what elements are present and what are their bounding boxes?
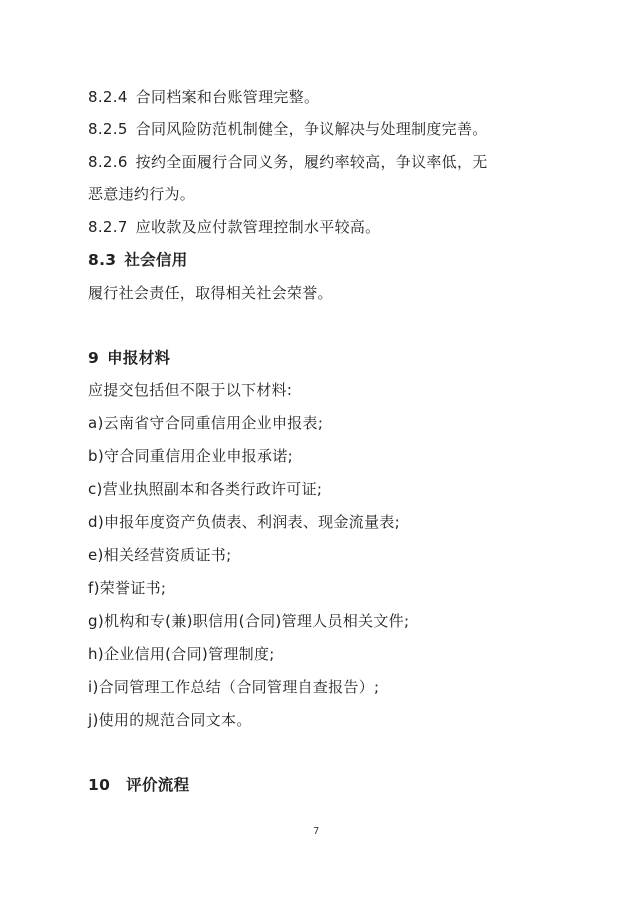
clause-text: 按约全面履行合同义务，履约率较高，争议率低，无: [135, 153, 488, 171]
clause-8-2-4: [88, 87, 319, 107]
heading-title: 社会信用: [124, 251, 188, 269]
heading-9: [88, 348, 170, 368]
clause-text: 合同档案和台账管理完整。: [135, 88, 320, 106]
list-item-a: a)云南省守合同重信用企业申报表;: [88, 414, 324, 432]
clause-text: 应收款及应付款管理控制水平较高。: [135, 218, 381, 236]
body-text: 应提交包括但不限于以下材料:: [88, 381, 293, 399]
list-item-c: c)营业执照副本和各类行政许可证;: [88, 480, 323, 498]
heading-10: [88, 775, 189, 795]
heading-number: 9: [88, 349, 100, 367]
heading-title: 申报材料: [107, 349, 171, 367]
heading-8-3: [88, 250, 188, 270]
section-9-intro: [88, 380, 292, 400]
list-item-f: f)荣誉证书;: [88, 579, 167, 597]
heading-number: 10: [88, 776, 111, 794]
clause-number: 8.2.6: [88, 153, 128, 171]
list-item-d: d)申报年度资产负债表、利润表、现金流量表;: [88, 513, 401, 531]
body-text: 履行社会责任，取得相关社会荣誉。: [88, 284, 333, 302]
list-item-g: g)机构和专(兼)职信用(合同)管理人员相关文件;: [88, 612, 410, 630]
list-item-j: j)使用的规范合同文本。: [88, 711, 252, 729]
clause-number: 8.2.7: [88, 218, 128, 236]
clause-number: 8.2.4: [88, 88, 128, 106]
heading-number: 8.3: [88, 251, 117, 269]
clause-text: 恶意违约行为。: [88, 185, 196, 203]
clause-number: 8.2.5: [88, 120, 128, 138]
section-8-3-body: [88, 283, 333, 303]
clause-text: 合同风险防范机制健全，争议解决与处理制度完善。: [135, 120, 488, 138]
clause-8-2-6-continued: [88, 184, 195, 204]
list-item-e: e)相关经营资质证书;: [88, 546, 232, 564]
list-item-i: i)合同管理工作总结（合同管理自查报告）;: [88, 678, 380, 696]
heading-title: 评价流程: [126, 776, 190, 794]
page-number: 7: [313, 826, 320, 837]
list-item-b: b)守合同重信用企业申报承诺;: [88, 447, 293, 465]
list-item-h: h)企业信用(合同)管理制度;: [88, 645, 275, 663]
clause-8-2-5: [88, 119, 488, 139]
clause-8-2-7: [88, 217, 380, 237]
clause-8-2-6: [88, 152, 488, 172]
